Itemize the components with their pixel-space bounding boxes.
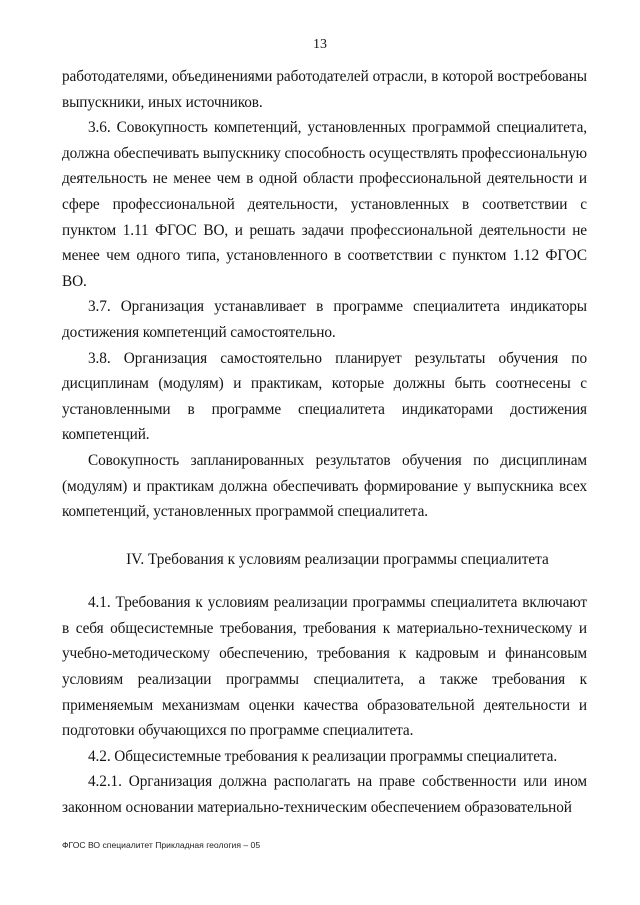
paragraph-intro: работодателями, объединениями работодателей отрасли, в которой востребованы выпускники, иных источников. xyxy=(62,68,587,111)
section-heading-iv: IV. Требования к условиям реализации программы специалитета xyxy=(126,550,549,568)
paragraph-3-8-continuation: Совокупность запланированных результатов обучения по дисциплинам (модулям) и практикам должна обеспечивать формирование у выпускника всех компетенций, установленных программой специалитета. xyxy=(62,451,587,521)
paragraph-3-8: 3.8. Организация самостоятельно планирует результаты обучения по дисциплинам (модулям) и практикам, которые должны быть соотнесены с установленными в программе специалитета индикаторами достижения компетенций. xyxy=(62,349,587,444)
paragraph-4-2-1: 4.2.1. Организация должна располагать на праве собственности или ином законном основании материально-техническим обеспечением образовательной xyxy=(62,773,587,817)
footer-document-code: ФГОС ВО специалитет Прикладная геология – 05 xyxy=(62,840,261,850)
page-number: 13 xyxy=(313,37,327,52)
paragraph-4-1: 4.1. Требования к условиям реализации программы специалитета включают в себя общесистемные требования, требования к материально-техническому и учебно-методическому обеспечению, требования к кадровым и финансовым условиям реализации программы специалитета, а также требования к применяемым механизмам оценки качества образовательной деятельности и подготовки обучающихся по программе специалитета. xyxy=(62,594,587,740)
document-body xyxy=(62,64,587,821)
paragraph-3-6: 3.6. Совокупность компетенций, установленных программой специалитета, должна обеспечивать выпускнику способность осуществлять профессиональную деятельность не менее чем в одной области профессиональной деятельности и сфере профессиональной деятельности, установленных в соответствии с пунктом 1.11 ФГОС ВО, и решать задачи профессиональной деятельности не менее чем одного типа, установленного в соответствии с пунктом 1.12 ФГОС ВО. xyxy=(62,119,587,290)
paragraph-3-7: 3.7. Организация устанавливает в программе специалитета индикаторы достижения компетенций самостоятельно. xyxy=(62,298,587,341)
paragraph-4-2: 4.2. Общесистемные требования к реализации программы специалитета. xyxy=(88,747,558,765)
